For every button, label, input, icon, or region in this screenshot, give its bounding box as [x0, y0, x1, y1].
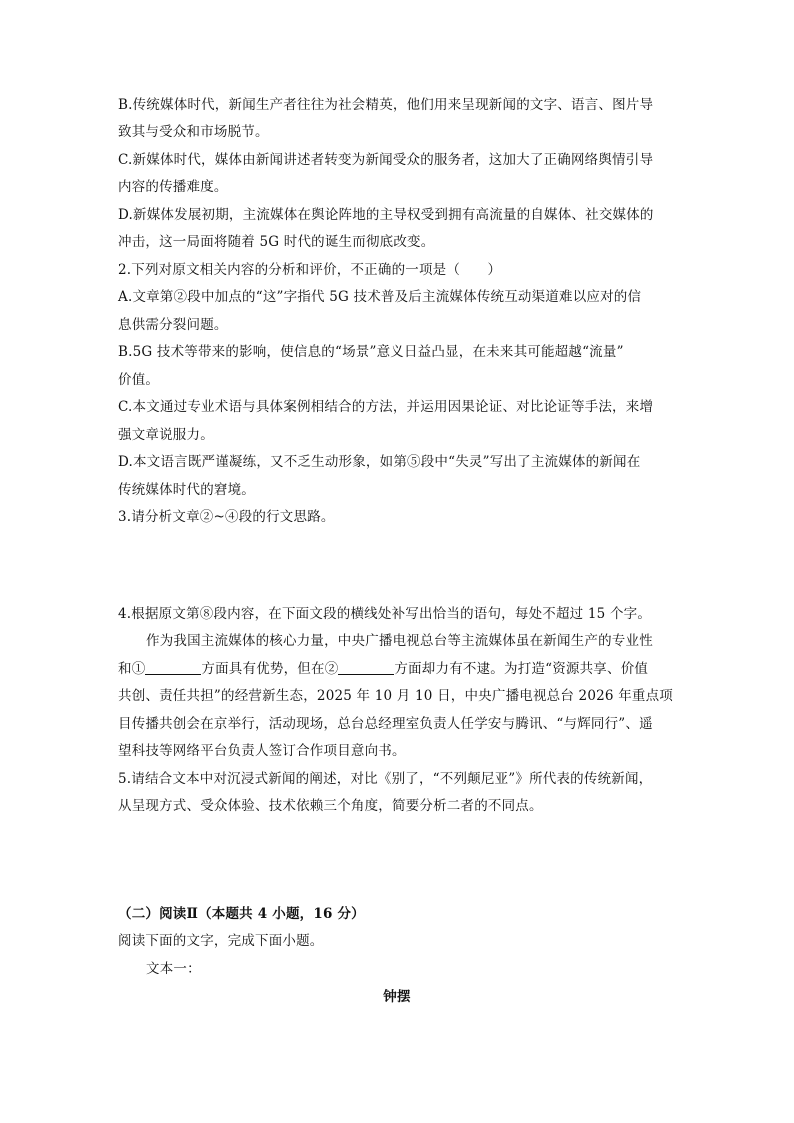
q4-passage-line1: 作为我国主流媒体的核心力量，中央广播电视总台等主流媒体虽在新闻生产的专业性	[146, 633, 653, 649]
q4-passage-line4: 目传播共创会在京举行，活动现场，总台总经理室负责人任学安与腾讯、“与辉同行”、遥	[118, 716, 653, 732]
question-3: 3.请分析文章②~④段的行文思路。	[118, 509, 335, 525]
option-d-line1: D.新媒体发展初期，主流媒体在舆论阵地的主导权受到拥有高流量的自媒体、社交媒体的	[118, 207, 654, 223]
q2-option-d-line2: 传统媒体时代的窘境。	[118, 482, 255, 498]
q2-option-c-line2: 强文章说服力。	[118, 427, 214, 443]
option-c-line2: 内容的传播难度。	[118, 179, 228, 195]
blank-1-label: 和①	[118, 661, 146, 677]
q2-option-b-line1: B.5G 技术等带来的影响，使信息的“场景”意义日益凸显，在未来其可能超越“流量”	[118, 344, 624, 360]
q2-option-a-line1: A.文章第②段中加点的“这”字指代 5G 技术普及后主流媒体传统互动渠道难以应对的信	[118, 289, 642, 305]
q2-option-b-line2: 价值。	[118, 372, 160, 388]
option-c-line1: C.新媒体时代，媒体由新闻讲述者转变为新闻受众的服务者，这加大了正确网络舆情引导	[118, 152, 654, 168]
question-5-line1: 5.请结合文本中对沉浸式新闻的阐述，对比《别了，“不列颠尼亚”》所代表的传统新闻，	[118, 771, 653, 787]
blank-2[interactable]	[338, 660, 394, 675]
section-heading: （二）阅读Ⅱ（本题共 4 小题，16 分）	[118, 906, 365, 922]
option-d-line2: 冲击，这一局面将随着 5G 时代的诞生而彻底改变。	[118, 234, 435, 250]
section-instruction: 阅读下面的文字，完成下面小题。	[118, 933, 324, 949]
q2-option-d-line1: D.本文语言既严谨凝练，又不乏生动形象，如第⑤段中“失灵”写出了主流媒体的新闻在	[118, 454, 641, 470]
q4-passage-line5: 望科技等网络平台负责人签订合作项目意向书。	[118, 743, 406, 759]
blank-2-label: 方面具有优势，但在②	[201, 661, 339, 677]
blank-1[interactable]	[145, 660, 201, 675]
q2-option-c-line1: C.本文通过专业术语与具体案例相结合的方法，并运用因果论证、对比论证等手法，来增	[118, 399, 654, 415]
question-4: 4.根据原文第⑧段内容，在下面文段的横线处补写出恰当的语句，每处不超过 15 个字。	[118, 606, 652, 622]
question-5-line2: 从呈现方式、受众体验、技术依赖三个角度，简要分析二者的不同点。	[118, 798, 543, 814]
q4-passage-line2	[118, 660, 648, 678]
q4-passage-line3: 共创、责任共担”的经营新生态，2025 年 10 月 10 日，中央广播电视总台 2026 年重点项	[118, 688, 674, 704]
question-2: 2.下列对原文相关内容的分析和评价，不正确的一项是（ ）	[118, 262, 502, 278]
article-title: 钟摆	[383, 989, 411, 1005]
text-one-label: 文本一：	[146, 961, 201, 977]
q4-passage-line2-rest: 方面却力有不逮。为打造“资源共享、价值	[394, 661, 649, 677]
q2-option-a-line2: 息供需分裂问题。	[118, 317, 228, 333]
option-b-line1: B.传统媒体时代，新闻生产者往往为社会精英，他们用来呈现新闻的文字、语言、图片导	[118, 97, 654, 113]
option-b-line2: 致其与受众和市场脱节。	[118, 124, 269, 140]
